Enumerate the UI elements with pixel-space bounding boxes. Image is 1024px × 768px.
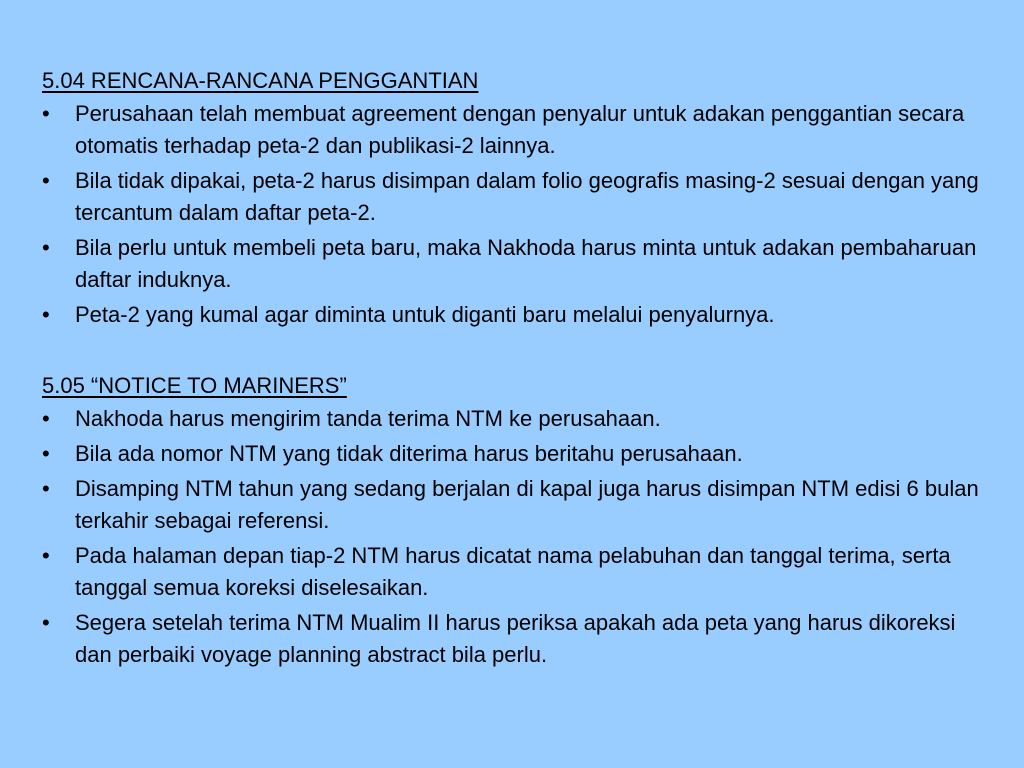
list-item	[42, 232, 984, 296]
bullet-list	[42, 403, 984, 671]
list-item	[42, 473, 984, 537]
bullet-icon: •	[42, 302, 50, 327]
list-item-text: Peta-2 yang kumal agar diminta untuk diganti baru melalui penyalurnya.	[75, 302, 775, 327]
bullet-icon: •	[42, 168, 50, 193]
list-item-text: Perusahaan telah membuat agreement dengan penyalur untuk adakan penggantian secara otomatis terhadap peta-2 dan publikasi-2 lainnya.	[75, 101, 965, 158]
list-item-text: Bila perlu untuk membeli peta baru, maka Nakhoda harus minta untuk adakan pembaharuan daftar induknya.	[75, 235, 977, 292]
list-item	[42, 438, 984, 470]
bullet-icon: •	[42, 610, 50, 635]
bullet-icon: •	[42, 441, 50, 466]
list-item-text: Bila tidak dipakai, peta-2 harus disimpan dalam folio geografis masing-2 sesuai dengan yang tercantum dalam daftar peta-2.	[75, 168, 979, 225]
section-heading: 5.05 “NOTICE TO MARINERS”	[42, 373, 347, 398]
list-item	[42, 403, 984, 435]
bullet-icon: •	[42, 406, 50, 431]
list-item-text: Disamping NTM tahun yang sedang berjalan di kapal juga harus disimpan NTM edisi 6 bulan terkahir sebagai referensi.	[75, 476, 979, 533]
bullet-list	[42, 98, 984, 331]
list-item-text: Nakhoda harus mengirim tanda terima NTM ke perusahaan.	[75, 406, 661, 431]
section-heading: 5.04 RENCANA-RANCANA PENGGANTIAN	[42, 68, 479, 93]
bullet-icon: •	[42, 543, 50, 568]
list-item	[42, 165, 984, 229]
list-item	[42, 299, 984, 331]
list-item	[42, 607, 984, 671]
list-item-text: Segera setelah terima NTM Mualim II harus periksa apakah ada peta yang harus dikoreksi dan perbaiki voyage planning abstract bila perlu.	[75, 610, 956, 667]
list-item	[42, 98, 984, 162]
section-5-04	[42, 64, 984, 331]
bullet-icon: •	[42, 235, 50, 260]
bullet-icon: •	[42, 476, 50, 501]
list-item-text: Pada halaman depan tiap-2 NTM harus dicatat nama pelabuhan dan tanggal terima, serta tanggal semua koreksi diselesaikan.	[75, 543, 951, 600]
list-item	[42, 540, 984, 604]
list-item-text: Bila ada nomor NTM yang tidak diterima harus beritahu perusahaan.	[75, 441, 743, 466]
bullet-icon: •	[42, 101, 50, 126]
section-5-05	[42, 369, 984, 671]
